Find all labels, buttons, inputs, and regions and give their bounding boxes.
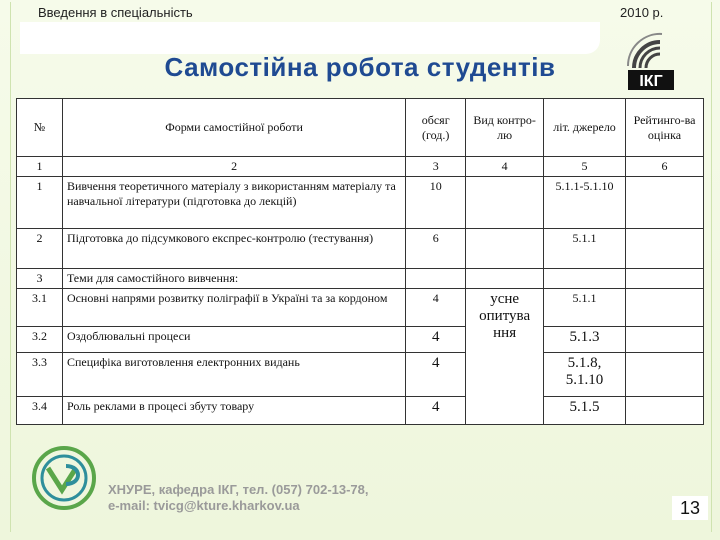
row-rating — [626, 269, 704, 289]
row-num: 2 — [17, 229, 63, 269]
row-rating — [626, 229, 704, 269]
row-num: 3 — [17, 269, 63, 289]
row-num: 3.4 — [17, 397, 63, 425]
row-volume: 4 — [406, 327, 466, 353]
table-row — [17, 289, 704, 327]
header-rating: Рейтинго-ва оцінка — [626, 99, 704, 157]
row-control — [466, 269, 544, 289]
index-cell: 2 — [62, 157, 405, 177]
table-row — [17, 229, 704, 269]
row-rating — [626, 177, 704, 229]
row-form: Оздоблювальні процеси — [62, 327, 405, 353]
row-form: Роль реклами в процесі збуту товару — [62, 397, 405, 425]
row-volume: 4 — [406, 397, 466, 425]
page-number: 13 — [672, 496, 708, 520]
row-source: 5.1.1-5.1.10 — [544, 177, 626, 229]
header-num: № — [17, 99, 63, 157]
logo-text: ІКГ — [639, 73, 663, 90]
index-cell: 1 — [17, 157, 63, 177]
row-source: 5.1.5 — [544, 397, 626, 425]
header-control: Вид контро-лю — [466, 99, 544, 157]
row-source: 5.1.1 — [544, 229, 626, 269]
row-num: 1 — [17, 177, 63, 229]
row-rating — [626, 289, 704, 327]
row-volume: 10 — [406, 177, 466, 229]
year-label: 2010 р. — [620, 5, 664, 20]
table-row — [17, 177, 704, 229]
index-cell: 6 — [626, 157, 704, 177]
row-form: Вивчення теоретичного матеріалу з використанням матеріалу та навчальної літератури (підготовка до лекцій) — [62, 177, 405, 229]
row-num: 3.2 — [17, 327, 63, 353]
index-cell: 5 — [544, 157, 626, 177]
header-form: Форми самостійної роботи — [62, 99, 405, 157]
row-volume: 6 — [406, 229, 466, 269]
slide-title: Самостійна робота студентів — [164, 52, 556, 82]
row-volume — [406, 269, 466, 289]
row-form: Основні напрями розвитку поліграфії в Україні та за кордоном — [62, 289, 405, 327]
row-source: 5.1.8, 5.1.10 — [544, 353, 626, 397]
university-logo-icon — [30, 444, 98, 512]
row-rating — [626, 327, 704, 353]
footer-contacts — [108, 482, 369, 514]
table-row — [17, 327, 704, 353]
header-source: літ. джерело — [544, 99, 626, 157]
table-row — [17, 397, 704, 425]
table-row — [17, 353, 704, 397]
table-header-row — [17, 99, 704, 157]
row-num: 3.1 — [17, 289, 63, 327]
row-source — [544, 269, 626, 289]
index-cell: 4 — [466, 157, 544, 177]
row-form: Теми для самостійного вивчення: — [62, 269, 405, 289]
footer-line-1: ХНУРЕ, кафедра ІКГ, тел. (057) 702-13-78, — [108, 482, 369, 497]
row-form: Підготовка до підсумкового експрес-контролю (тестування) — [62, 229, 405, 269]
header-band — [20, 22, 600, 54]
index-cell: 3 — [406, 157, 466, 177]
row-source: 5.1.3 — [544, 327, 626, 353]
course-title: Введення в спеціальність — [38, 5, 193, 20]
row-rating — [626, 353, 704, 397]
index-row — [17, 157, 704, 177]
row-source: 5.1.1 — [544, 289, 626, 327]
control-merged-cell: усне опитува ння — [466, 289, 544, 425]
footer-email[interactable]: e-mail: tvicg@kture.kharkov.ua — [108, 498, 300, 513]
row-control — [466, 177, 544, 229]
table-row — [17, 269, 704, 289]
row-volume: 4 — [406, 353, 466, 397]
header-volume: обсяг (год.) — [406, 99, 466, 157]
row-control — [466, 229, 544, 269]
row-form: Специфіка виготовлення електронних видань — [62, 353, 405, 397]
row-num: 3.3 — [17, 353, 63, 397]
row-volume: 4 — [406, 289, 466, 327]
row-rating — [626, 397, 704, 425]
self-study-table — [16, 98, 704, 425]
